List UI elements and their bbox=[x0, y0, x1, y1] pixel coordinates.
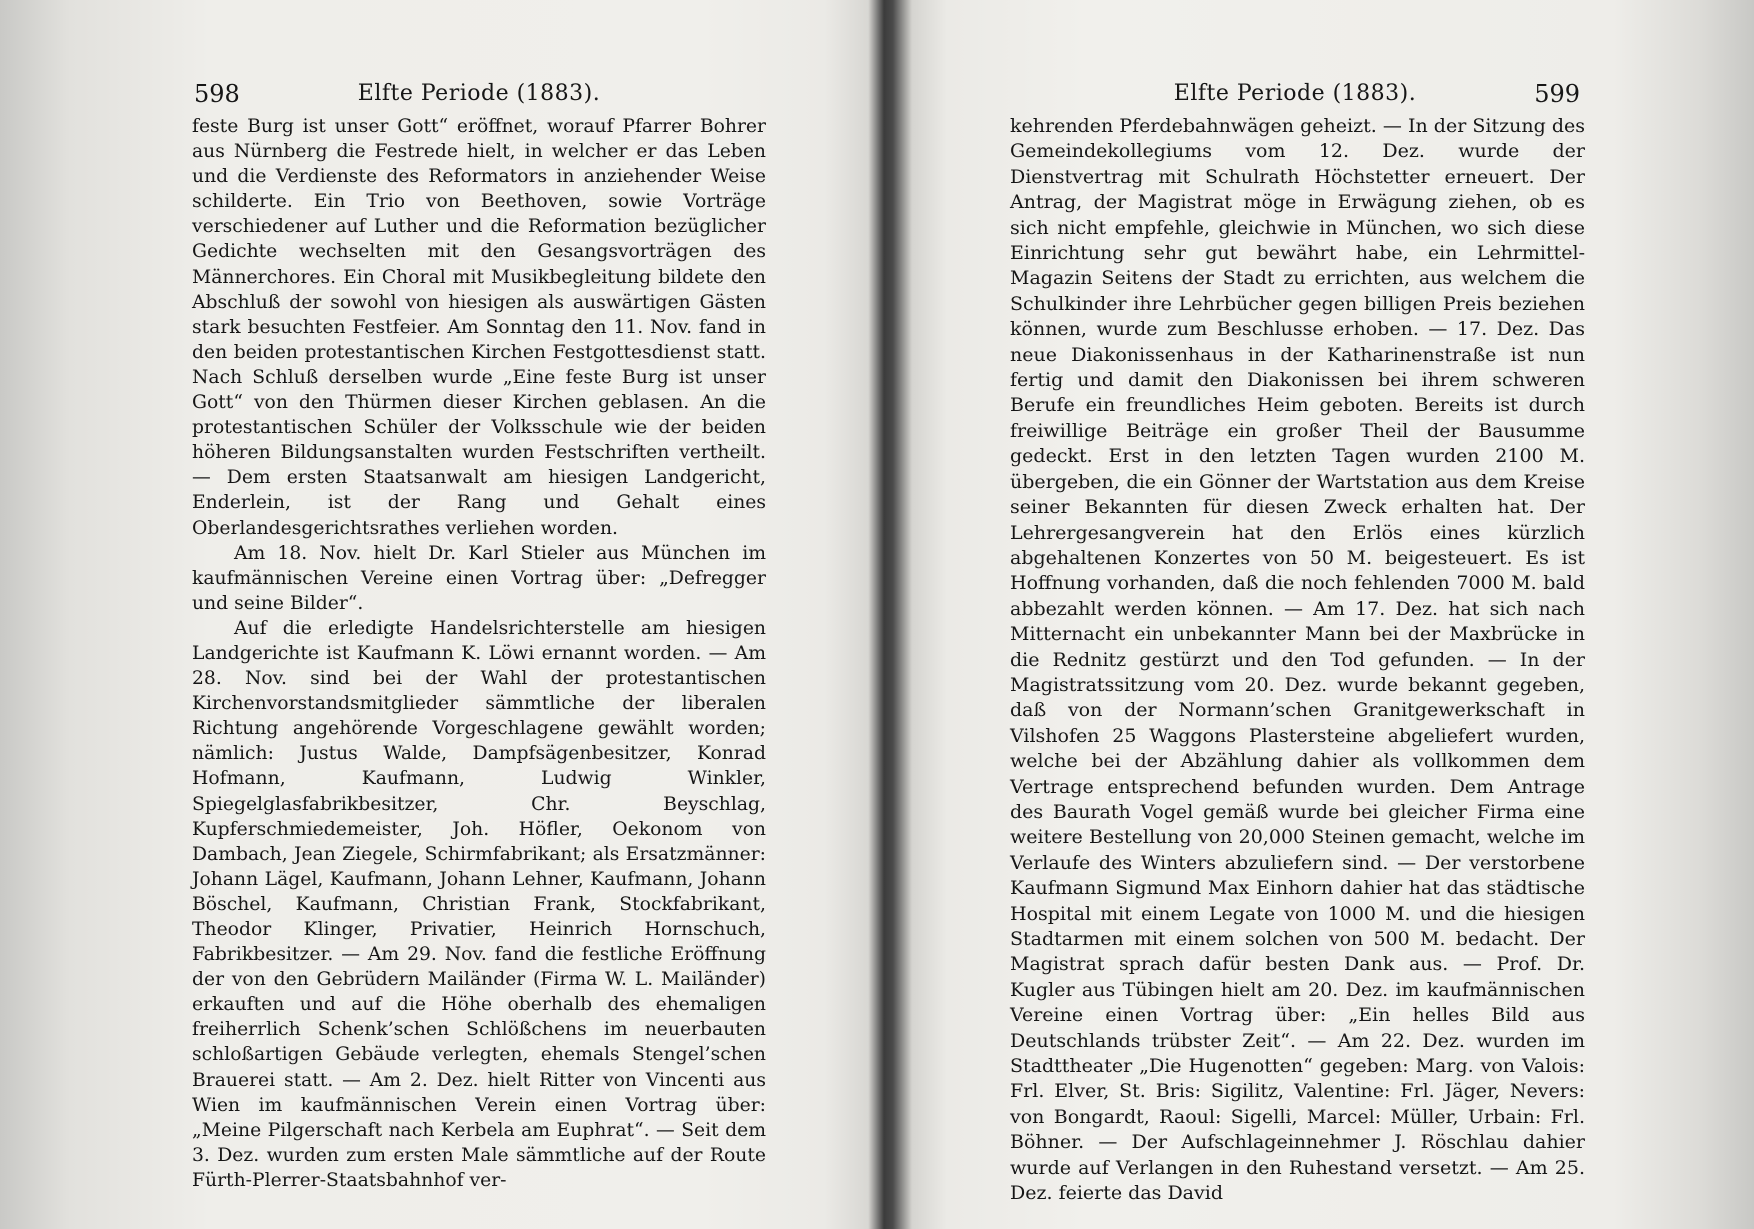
right-paragraph-1: kehrenden Pferdebahnwägen geheizt. — In der Sitzung des Gemeindekollegiums vom 12. Dez. wurde der Dienstvertrag mit Schulrath Höchstetter erneuert. Der Antrag, der Magistrat möge in Erwägung ziehen, ob es sich nicht empfehle, gleichwie in München, wo sich diese Einrichtung sehr gut bewährt habe, ein Lehrmittel-Magazin Seitens der Stadt zu errichten, aus welchem die Schulkinder ihre Lehrbücher gegen billigen Preis beziehen können, wurde zum Beschlusse erhoben. — 17. Dez. Das neue Diakonissenhaus in der Katharinenstraße ist nun fertig und damit den Diakonissen bei ihrem schweren Berufe ein freundliches Heim geboten. Bereits ist durch freiwillige Beiträge ein großer Theil der Bausumme gedeckt. Erst in den letzten Tagen wurden 2100 M. übergeben, die ein Gönner der Wartstation aus dem Kreise seiner Bekannten für diesen Zweck erhalten hat. Der Lehrergesangverein hat den Erlös eines kürzlich abgehaltenen Konzertes von 50 M. beigesteuert. Es ist Hoffnung vorhanden, daß die noch fehlenden 7000 M. bald abbezahlt werden können. — Am 17. Dez. hat sich nach Mitternacht ein unbekannter Mann bei der Maxbrücke in die Rednitz gestürzt und den Tod gefunden. — In der Magistratssitzung vom 20. Dez. wurde bekannt gegeben, daß von der Normann’schen Granitgewerkschaft in Vilshofen 25 Waggons Plastersteine abgeliefert wurden, welche bei der Abzählung dahier als vollkommen dem Vertrage entsprechend befunden wurden. Dem Antrage des Baurath Vogel gemäß wurde bei gleicher Firma eine weitere Bestellung von 20,000 Steinen gemacht, welche im Verlaufe des Winters abzuliefern sind. — Der verstorbene Kaufmann Sigmund Max Einhorn dahier hat das städtische Hospital mit einem Legate von 1000 M. und die hiesigen Stadtarmen mit einem solchen von 500 M. bedacht. Der Magistrat sprach dafür besten Dank aus. — Prof. Dr. Kugler aus Tübingen hielt am 20. Dez. im kaufmännischen Vereine einen Vortrag über: „Ein helles Bild aus Deutschlands trübster Zeit“. — Am 22. Dez. wurden im Stadttheater „Die Hugenotten“ gegeben: Marg. von Valois: Frl. Elver, St. Bris: Sigilitz, Valentine: Frl. Jäger, Nevers: von Bongardt, Raoul: Sigelli, Marcel: Müller, Urbain: Frl. Böhner. — Der Aufschlageinnehmer J. Röschlau dahier wurde auf Verlangen in den Ruhestand versetzt. — Am 25. Dez. feierte das David bbox=[1010, 115, 1585, 1205]
left-paragraph-1: feste Burg ist unser Gott“ eröffnet, worauf Pfarrer Bohrer aus Nürnberg die Festrede hielt, in welcher er das Leben und die Verdienste des Reformators in anziehender Weise schilderte. Ein Trio von Beethoven, sowie Vorträge verschiedener auf Luther und die Reformation bezüglicher Gedichte wechselten mit den Gesangsvorträgen des Männerchores. Ein Choral mit Musikbegleitung bildete den Abschluß der sowohl von hiesigen als auswärtigen Gästen stark besuchten Festfeier. Am Sonntag den 11. Nov. fand in den beiden protestantischen Kirchen Festgottesdienst statt. Nach Schluß derselben wurde „Eine feste Burg ist unser Gott“ von den Thürmen dieser Kirchen geblasen. An die protestantischen Schüler der Volksschule wie der beiden höheren Bildungsanstalten wurden Festschriften vertheilt. — Dem ersten Staatsanwalt am hiesigen Landgericht, Enderlein, ist der Rang und Gehalt eines Oberlandesgerichtsrathes verliehen worden. bbox=[192, 116, 766, 539]
right-running-head: Elfte Periode (1883). bbox=[1173, 81, 1417, 106]
left-page-number: 598 bbox=[194, 80, 240, 108]
right-page bbox=[884, 0, 1754, 1229]
right-page-header bbox=[1010, 74, 1580, 114]
right-page-number: 599 bbox=[1534, 80, 1580, 108]
left-page-header bbox=[194, 74, 764, 114]
right-page-body bbox=[1010, 114, 1585, 1206]
left-page bbox=[0, 0, 870, 1229]
left-paragraph-2: Am 18. Nov. hielt Dr. Karl Stieler aus München im kaufmännischen Vereine einen Vortrag über: „Defregger und seine Bilder“. bbox=[192, 542, 766, 614]
left-running-head: Elfte Periode (1883). bbox=[357, 81, 601, 106]
left-paragraph-3: Auf die erledigte Handelsrichterstelle am hiesigen Landgerichte ist Kaufmann K. Löwi ernannt worden. — Am 28. Nov. sind bei der Wahl der protestantischen Kirchenvorstandsmitglieder sämmtliche der liberalen Richtung angehörende Vorgeschlagene gewählt worden; nämlich: Justus Walde, Dampfsägenbesitzer, Konrad Hofmann, Kaufmann, Ludwig Winkler, Spiegelglasfabrikbesitzer, Chr. Beyschlag, Kupferschmiedemeister, Joh. Höfler, Oekonom von Dambach, Jean Ziegele, Schirmfabrikant; als Ersatzmänner: Johann Lägel, Kaufmann, Johann Lehner, Kaufmann, Johann Böschel, Kaufmann, Christian Frank, Stockfabrikant, Theodor Klinger, Privatier, Heinrich Hornschuch, Fabrikbesitzer. — Am 29. Nov. fand die festliche Eröffnung der von den Gebrüdern Mailänder (Firma W. L. Mailänder) erkauften und auf die Höhe oberhalb des ehemaligen freiherrlich Schenk’schen Schlößchens im neuerbauten schloßartigen Gebäude verlegten, ehemals Stengel’schen Brauerei statt. — Am 2. Dez. hielt Ritter von Vincenti aus Wien im kaufmännischen Verein einen Vortrag über: „Meine Pilgerschaft nach Kerbela am Euphrat“. — Seit dem 3. Dez. wurden zum ersten Male sämmtliche auf der Route Fürth-Plerrer-Staatsbahnhof ver- bbox=[192, 617, 766, 1191]
left-page-body bbox=[192, 114, 766, 1193]
